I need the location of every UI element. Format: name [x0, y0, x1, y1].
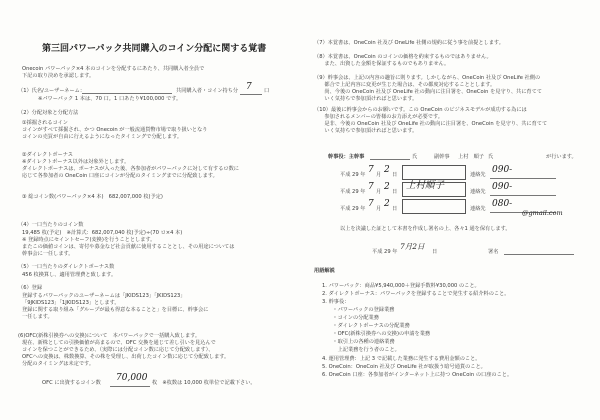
s2-a-line-1: コインがすべて採掘され、かつ Onecoin が一般流通貨幣市場で取り扱いとなり [22, 127, 208, 133]
officer2-name: 上村 順子 [458, 154, 484, 160]
row2-era: 平成 29 年 [340, 189, 366, 195]
document-title: 第三回パワーパック共同購入のコイン分配に関する覚書 [42, 44, 267, 54]
glossary-item: ・コインの分配業務 [322, 315, 379, 321]
glossary-item: ・ダイレクトボーナスの分配業務 [322, 323, 410, 329]
ofc-line-2: 現在、新株としての引換価値が高まるので、OFC 交換を通じて差し引いを見込んで [22, 340, 216, 346]
s1-qty-label: 共同購入者・コイン持ち分 [176, 88, 239, 94]
row1-contact-label: 連絡先 [470, 172, 486, 178]
s5-line-1: 456 枚換算し、適用管理費と致します。 [22, 272, 117, 278]
r7-heading: （7）本覚書は、OneCoin 社及び OneLife 社側の規約に従う事を前提とします。 [314, 40, 504, 46]
glossary-item: 6. OneCoin 口座：各参加者がインターネット上に持つ OneCoin の口座のこと。 [322, 372, 513, 378]
agreement-date-handwritten: 7月2日 [400, 242, 425, 251]
row1-dlabel: 日 [392, 172, 398, 178]
row3-day: 2 [384, 199, 390, 209]
r8-line-1: （8）本覚書は、OneCoin のコインの価格を約束するものではありません。 [314, 54, 492, 60]
glossary-item: 上記業務を行う者のこと。 [322, 347, 400, 353]
sign-label: 署名 [488, 249, 499, 255]
row1-mlabel: 月 [376, 172, 382, 178]
s1-note: ※パワーパック 1 本は、70 口。1 口あたり¥100,000 です。 [38, 96, 182, 102]
row2-dlabel: 日 [392, 189, 398, 195]
r9-line-1: （9）幹事会は、上記の内容の趣旨に則ります。しかしながら、OneCoin 社及び OneLife 社側の [314, 75, 541, 81]
intro-line-1: Onecoin パワーパック×4 本のコインを分配するにあたり、共同購入者全員で [22, 66, 205, 72]
s5-heading: （5）一口当たりのダイレクトボーナス数 [18, 264, 115, 270]
sign-line [504, 254, 574, 255]
ofc-line-4: OFCへの変換は、株数換算、その株を受理し、出荷したコイン数に応じて分配致します。 [22, 354, 230, 360]
s1-label: （1）氏名/ユーザーネーム： [18, 88, 86, 94]
row2-day: 2 [384, 182, 390, 192]
row2-contact-line [490, 195, 556, 196]
r10-line-3: 是非、今後の OneCoin 社及び OneLife 社の動向に注目署を、OneCoin を見守り、共に育てて [314, 121, 548, 127]
row3-era: 平成 29 年 [340, 206, 366, 212]
ofc-line-1: (6)OFC(新株引換券への交換)について 本パワーパックで一括購入致します。 [18, 333, 201, 339]
ofc-value-handwritten: 70,000 [116, 373, 148, 383]
glossary-item: 2. ダイレクトボーナス：パワーパックを登録することで発生する紹介料のこと。 [322, 291, 510, 297]
s6-line-1: 登録するパワーパックのユーザーネームは「JKIDS123」「JKIDS123」 [22, 293, 186, 299]
s2-a-line-2: コインの売買が自由に行えるようになったタイミングで分配します。 [22, 134, 183, 140]
s2-b-line-3: 応じて各参加者の OneCoin 口座にコインが分配のタイミングまでに分配致します。 [22, 173, 218, 179]
row2-month: 7 [368, 182, 374, 192]
s2-heading: （2）分配対象と分配方法 [18, 110, 79, 116]
row3-contact: 080- [492, 199, 513, 209]
s4-line-2: ※ 登録時点にセイントセーフ(変換)を行うこととします。 [22, 237, 156, 243]
s2-b-line-2: ダイレクトボーナスは、ボーナスが入った後、各参加者がパワーパックに対して有するロ数に [22, 166, 239, 172]
r9-line-3: 尚、今後の OneCoin 社及び OneLife 社の動向に注目署を、OneCoin を見守り、共に育てて [314, 89, 542, 95]
officer1-line [370, 159, 410, 160]
officers-middle: 副幹事 [434, 154, 450, 160]
glossary-item: 3. 幹事役： [322, 299, 350, 305]
s6-line-2: 「9JKIDS123」「1JKIDS123」とします。 [22, 300, 120, 306]
glossary-item: ・OFC(新株引換券への交換)の申請を業務 [322, 331, 431, 337]
row2-contact-label: 連絡先 [470, 189, 486, 195]
glossary-heading: 用語解説 [314, 268, 335, 274]
row1-month: 7 [368, 165, 374, 175]
s2-c-line: ③ 総コイン数(パワーパック×4 本) 682,007,000 枚(予定) [22, 194, 163, 200]
s6-heading: （6）登録 [18, 285, 43, 291]
officer1-suffix: 氏 [412, 154, 418, 160]
row3-month: 7 [368, 199, 374, 209]
glossary-item: ・取引上の各種の連絡業務 [322, 339, 395, 345]
s4-line-1: 19,485 枚(予定) ※計算式：682,007,040 枚(予定)÷(70 ロ×4 本) [22, 230, 183, 236]
row2-signature-handwritten: 上村順子 [406, 180, 445, 191]
row3-contact-label: 連絡先 [470, 206, 486, 212]
officers-label: 幹事役：主幹事 [328, 154, 365, 160]
s4-line-4: 幹事会に一任します。 [22, 251, 74, 257]
r10-line-2: 参加されるメンバーの皆様のお力添えが必要です。 [314, 114, 443, 120]
ofc-label: OFC に出資するコイン数 [42, 380, 101, 386]
s6-line-3: 登録に関する取り組み「グループが最も得意な本ることと」を目標に、幹事会に [22, 307, 209, 313]
s2-b-line-1: ※ダイレクトボーナス以外は対象外とします。 [22, 159, 130, 165]
row1-era: 平成 29 年 [340, 172, 366, 178]
s2-a-title: ①採掘されるコイン [22, 120, 68, 126]
r10-line-4: いく気持ちで参加頂ければと思います。 [314, 128, 418, 134]
s1-qty-handwritten: 7 [246, 82, 252, 92]
s2-b-title: ②ダイレクトボーナス [22, 152, 73, 158]
s1-qty-line [240, 94, 262, 95]
r10-line-1: （10）最後に幹事会からのお願いです。この OneCoin のビジネスモデルが成功する為には [314, 107, 527, 113]
s1-name-line [82, 93, 172, 94]
s4-line-3: またこの価値コインは、寄付や募金など社会貢献に使用することとし、その用途については [22, 244, 235, 250]
row2-contact: 090- [492, 182, 513, 192]
row1-contact: 090- [492, 165, 513, 175]
row1-day: 2 [384, 165, 390, 175]
email-handwritten: @gmail.com [522, 209, 563, 217]
ofc-line-5: 分配のタイミングは未定です。 [22, 361, 95, 367]
row1-sign-box [402, 165, 466, 180]
ofc-value-line [110, 386, 150, 387]
glossary-item: 5. OneCoin：OneCoin 社及び OneLife 社が取扱う暗号通貨のこと。 [322, 364, 486, 370]
ofc-note: 枚 ※枚数は 10,000 枚単位で記載下さい。 [152, 380, 256, 386]
r9-line-4: いく気持ちで参加頂ければと思います。 [314, 96, 418, 102]
glossary-item: 1. パワーパック：商品¥5,940,000＋登録手数料¥30,000 のこと。 [322, 283, 480, 289]
row1-contact-line [490, 178, 556, 179]
row3-dlabel: 日 [392, 206, 398, 212]
r8-line-2: また、出資した金額を保証するものでもありません。 [314, 61, 450, 67]
agreement-date-suffix: 日 [432, 249, 438, 255]
s4-heading: （4）一口当たりのコイン数 [18, 222, 84, 228]
row3-sign-box [402, 199, 466, 214]
s6-line-4: 一任します。 [22, 314, 53, 320]
intro-line-2: 下記の取り決めを承認します。 [22, 73, 95, 79]
glossary-item: 4. 運用管理費：上記 3 で記載した業務に発生する費用金額のこと。 [322, 356, 481, 362]
row2-mlabel: 月 [376, 189, 382, 195]
agreement-date-era: 平成 29 年 [372, 249, 398, 255]
agreement-line: 以上を決議した証として本書を作成し署名の上、各々1 通を保有します。 [340, 226, 511, 232]
officers-tail: が行います。 [546, 154, 577, 160]
r9-line-2: 都合で上記内容に変更が生じた場合は、その都度対応することとします。 [314, 82, 496, 88]
ofc-line-3: コインを保つことができるため、（実際には分配コイン数に応じて分配致します）、 [22, 347, 214, 353]
officer2-suffix: 氏 [488, 154, 494, 160]
glossary-item: ・パワーパックの登録業務 [322, 307, 395, 313]
s1-qty-unit: 口 [264, 88, 270, 94]
row3-mlabel: 月 [376, 206, 382, 212]
